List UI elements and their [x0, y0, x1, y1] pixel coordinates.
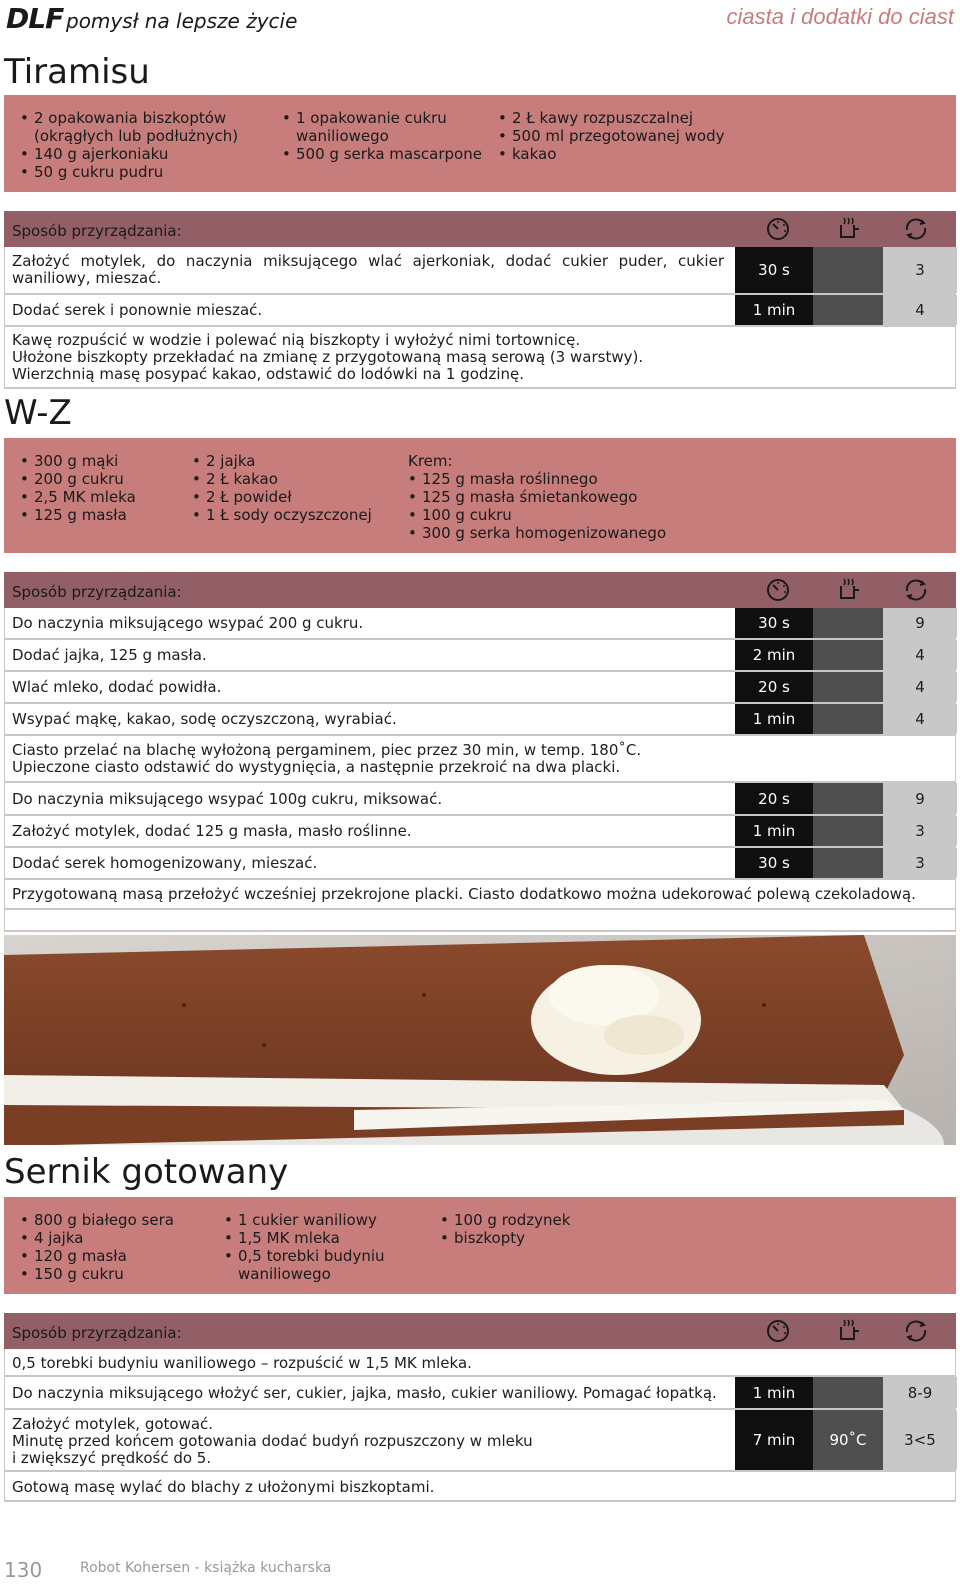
- speed-cell: [883, 672, 957, 702]
- time-value: 30 s: [758, 854, 790, 872]
- speed-cell: [883, 640, 957, 670]
- ingredient-item: • 120 g masła: [20, 1247, 220, 1265]
- rotation-icon: [902, 1318, 930, 1344]
- speed-cell: [883, 247, 957, 293]
- time-cell: [735, 1410, 813, 1470]
- speed-value: 3: [915, 261, 925, 279]
- step-row: [4, 327, 956, 389]
- step-text: Ciasto przelać na blachę wyłożoną pergaminem, piec przez 30 min, w temp. 180˚C. Upieczone ciasto odstawić do wystygnięcia, a następnie przekroić na dwa placki.: [12, 741, 642, 776]
- temp-cell: [813, 295, 883, 325]
- method-header: [4, 1313, 956, 1349]
- step-row: [4, 704, 956, 736]
- temperature-icon: [834, 216, 862, 242]
- chapter-title: ciasta i dodatki do ciast: [726, 4, 954, 29]
- step-row: [4, 880, 956, 910]
- speed-value: 4: [915, 710, 925, 728]
- ingredient-list: [498, 109, 758, 163]
- ingredient-list: [20, 1211, 220, 1283]
- ingredient-item: • 4 jajka: [20, 1229, 220, 1247]
- rotation-icon: [902, 216, 930, 242]
- ingredient-item: • 2 jajka: [192, 452, 402, 470]
- step-text: Wsypać mąkę, kakao, sodę oczyszczoną, wyrabiać.: [12, 710, 397, 728]
- ingredient-item: • kakao: [498, 145, 758, 163]
- speed-cell: [883, 1410, 957, 1470]
- ingredient-item: • 300 g mąki: [20, 452, 190, 470]
- time-value: 30 s: [758, 261, 790, 279]
- time-cell: [735, 848, 813, 878]
- ingredient-item: • 2 Ł kawy rozpuszczalnej: [498, 109, 758, 127]
- time-value: 30 s: [758, 614, 790, 632]
- rotation-icon: [902, 577, 930, 603]
- ingredient-item: • 200 g cukru: [20, 470, 190, 488]
- time-value: 7 min: [752, 1431, 796, 1449]
- ingredient-list: [282, 109, 492, 163]
- speed-value: 3<5: [904, 1431, 936, 1449]
- brand-logo: DLF: [6, 2, 64, 35]
- step-text: Założyć motylek, dodać 125 g masła, masło roślinne.: [12, 822, 412, 840]
- cake-photo: [4, 935, 956, 1145]
- speed-cell: [883, 295, 957, 325]
- speed-cell: [883, 783, 957, 814]
- step-row: [4, 1410, 956, 1472]
- time-value: 20 s: [758, 789, 790, 808]
- method-label: Sposób przyrządzania:: [12, 583, 182, 601]
- step-row: [4, 247, 956, 295]
- speed-cell: [883, 848, 957, 878]
- time-value: 20 s: [758, 678, 790, 696]
- ingredient-item: • 125 g masła: [20, 506, 190, 524]
- step-row: [4, 736, 956, 783]
- temp-cell: [813, 704, 883, 734]
- step-text: 0,5 torebki budyniu waniliowego – rozpuścić w 1,5 MK mleka.: [12, 1354, 472, 1372]
- time-cell: [735, 783, 813, 814]
- ingredient-item: • 1 Ł sody oczyszczonej: [192, 506, 402, 524]
- ingredient-item: • 2 Ł kakao: [192, 470, 402, 488]
- step-row: [4, 640, 956, 672]
- ingredients-box: [4, 1197, 956, 1294]
- temp-cell: [813, 816, 883, 846]
- speed-value: 4: [915, 301, 925, 319]
- ingredients-box: [4, 95, 956, 192]
- speed-dial-icon: [764, 1318, 792, 1344]
- ingredient-list: [20, 109, 275, 181]
- ingredient-item: • 500 ml przegotowanej wody: [498, 127, 758, 145]
- ingredient-item: • 800 g białego sera: [20, 1211, 220, 1229]
- time-value: 1 min: [752, 301, 796, 319]
- ingredient-item: • 2 opakowania biszkoptów (okrągłych lub podłużnych): [20, 109, 275, 145]
- footer-text: Robot Kohersen - książka kucharska: [80, 1560, 332, 1576]
- speed-cell: [883, 816, 957, 846]
- step-row: [4, 608, 956, 640]
- step-text: Dodać jajka, 125 g masła.: [12, 646, 207, 664]
- time-value: 1 min: [752, 1383, 796, 1402]
- ingredient-item: • 500 g serka mascarpone: [282, 145, 492, 163]
- ingredient-item: • 1 opakowanie cukru waniliowego: [282, 109, 492, 145]
- speed-cell: [883, 1377, 957, 1408]
- ingredient-item: • 0,5 torebki budyniu waniliowego: [224, 1247, 434, 1283]
- recipe-title: Sernik gotowany: [4, 1152, 289, 1192]
- ingredient-list: [224, 1211, 434, 1283]
- step-text: Wlać mleko, dodać powidła.: [12, 678, 222, 696]
- step-text: Dodać serek homogenizowany, mieszać.: [12, 854, 318, 872]
- step-text: Kawę rozpuścić w wodzie i polewać nią biszkopty i wyłożyć nimi tortownicę. Ułożone biszkopty przekładać na zmianę z przygotowaną masą serową (3 warstwy). Wierzchnią masę posypać kakao, odstawić do lodówki na 1 godzinę.: [12, 331, 644, 383]
- time-cell: [735, 672, 813, 702]
- ingredients-box: [4, 438, 956, 553]
- step-row: [4, 295, 956, 327]
- step-row: [4, 1377, 956, 1410]
- step-row: [4, 672, 956, 704]
- step-row: [4, 1349, 956, 1377]
- speed-dial-icon: [764, 216, 792, 242]
- time-value: 1 min: [752, 822, 796, 840]
- ingredient-group-header: Krem:: [408, 452, 453, 470]
- step-text: Dodać serek i ponownie mieszać.: [12, 301, 263, 319]
- temperature-icon: [834, 1318, 862, 1344]
- method-header: [4, 211, 956, 247]
- temp-cell: [813, 247, 883, 293]
- brand-slogan: pomysł na lepsze życie: [66, 9, 298, 33]
- speed-value: 3: [915, 822, 925, 840]
- ingredient-item: • 50 g cukru pudru: [20, 163, 275, 181]
- time-cell: [735, 295, 813, 325]
- speed-cell: [883, 704, 957, 734]
- time-cell: [735, 1377, 813, 1408]
- speed-value: 4: [915, 646, 925, 664]
- ingredient-item: • biszkopty: [440, 1229, 640, 1247]
- temp-cell: [813, 672, 883, 702]
- step-text: Do naczynia miksującego włożyć ser, cukier, jajka, masło, cukier waniliowy. Pomagać łopatką.: [12, 1384, 717, 1402]
- temp-cell: [813, 783, 883, 814]
- ingredient-item: • 2,5 MK mleka: [20, 488, 190, 506]
- ingredient-list: [20, 452, 190, 524]
- temp-cell: [813, 1410, 883, 1470]
- temp-cell: [813, 608, 883, 638]
- time-value: 1 min: [752, 710, 796, 728]
- speed-value: 8-9: [907, 1383, 933, 1402]
- method-header: [4, 572, 956, 608]
- step-text: Przygotowaną masą przełożyć wcześniej przekrojone placki. Ciasto dodatkowo można udekorować polewą czekoladową.: [12, 885, 916, 903]
- temperature-icon: [834, 577, 862, 603]
- recipe-title: W-Z: [4, 393, 72, 433]
- ingredient-item: • 1,5 MK mleka: [224, 1229, 434, 1247]
- time-cell: [735, 704, 813, 734]
- step-row: [4, 816, 956, 848]
- ingredient-item: • 125 g masła śmietankowego: [408, 488, 728, 506]
- speed-dial-icon: [764, 577, 792, 603]
- temp-cell: [813, 848, 883, 878]
- page-number: 130: [4, 1558, 43, 1582]
- ingredient-item: • 2 Ł powideł: [192, 488, 402, 506]
- ingredient-item: • 100 g rodzynek: [440, 1211, 640, 1229]
- speed-value: 4: [915, 678, 925, 696]
- time-value: 2 min: [752, 646, 796, 664]
- temp-cell: [813, 640, 883, 670]
- step-row: [4, 848, 956, 880]
- speed-cell: [883, 608, 957, 638]
- ingredient-item: • 125 g masła roślinnego: [408, 470, 728, 488]
- ingredient-item: • 140 g ajerkoniaku: [20, 145, 275, 163]
- method-label: Sposób przyrządzania:: [12, 222, 182, 240]
- ingredient-item: • 100 g cukru: [408, 506, 728, 524]
- step-text: Gotową masę wylać do blachy z ułożonymi biszkoptami.: [12, 1478, 435, 1496]
- time-cell: [735, 816, 813, 846]
- method-label: Sposób przyrządzania:: [12, 1324, 182, 1342]
- step-row: [4, 1472, 956, 1502]
- step-text: Do naczynia miksującego wsypać 200 g cukru.: [12, 614, 364, 632]
- ingredient-list: [192, 452, 402, 524]
- time-cell: [735, 640, 813, 670]
- ingredient-item: • 150 g cukru: [20, 1265, 220, 1283]
- ingredient-list: [408, 470, 728, 542]
- step-text: Założyć motylek, gotować. Minutę przed końcem gotowania dodać budyń rozpuszczony w mleku i zwiększyć prędkość do 5.: [12, 1415, 533, 1467]
- recipe-title: Tiramisu: [4, 52, 150, 92]
- ingredient-item: • 300 g serka homogenizowanego: [408, 524, 728, 542]
- time-cell: [735, 247, 813, 293]
- speed-value: 9: [915, 789, 925, 808]
- spacer-row: [4, 910, 956, 932]
- speed-value: 3: [915, 854, 925, 872]
- temp-value: 90˚C: [829, 1431, 867, 1449]
- time-cell: [735, 608, 813, 638]
- temp-cell: [813, 1377, 883, 1408]
- step-row: [4, 783, 956, 816]
- speed-value: 9: [915, 614, 925, 632]
- ingredient-list: [440, 1211, 640, 1247]
- step-text: Założyć motylek, do naczynia miksującego wlać ajerkoniak, dodać cukier puder, cukier waniliowy, mieszać.: [12, 252, 724, 287]
- step-text: Do naczynia miksującego wsypać 100g cukru, miksować.: [12, 790, 443, 808]
- ingredient-item: • 1 cukier waniliowy: [224, 1211, 434, 1229]
